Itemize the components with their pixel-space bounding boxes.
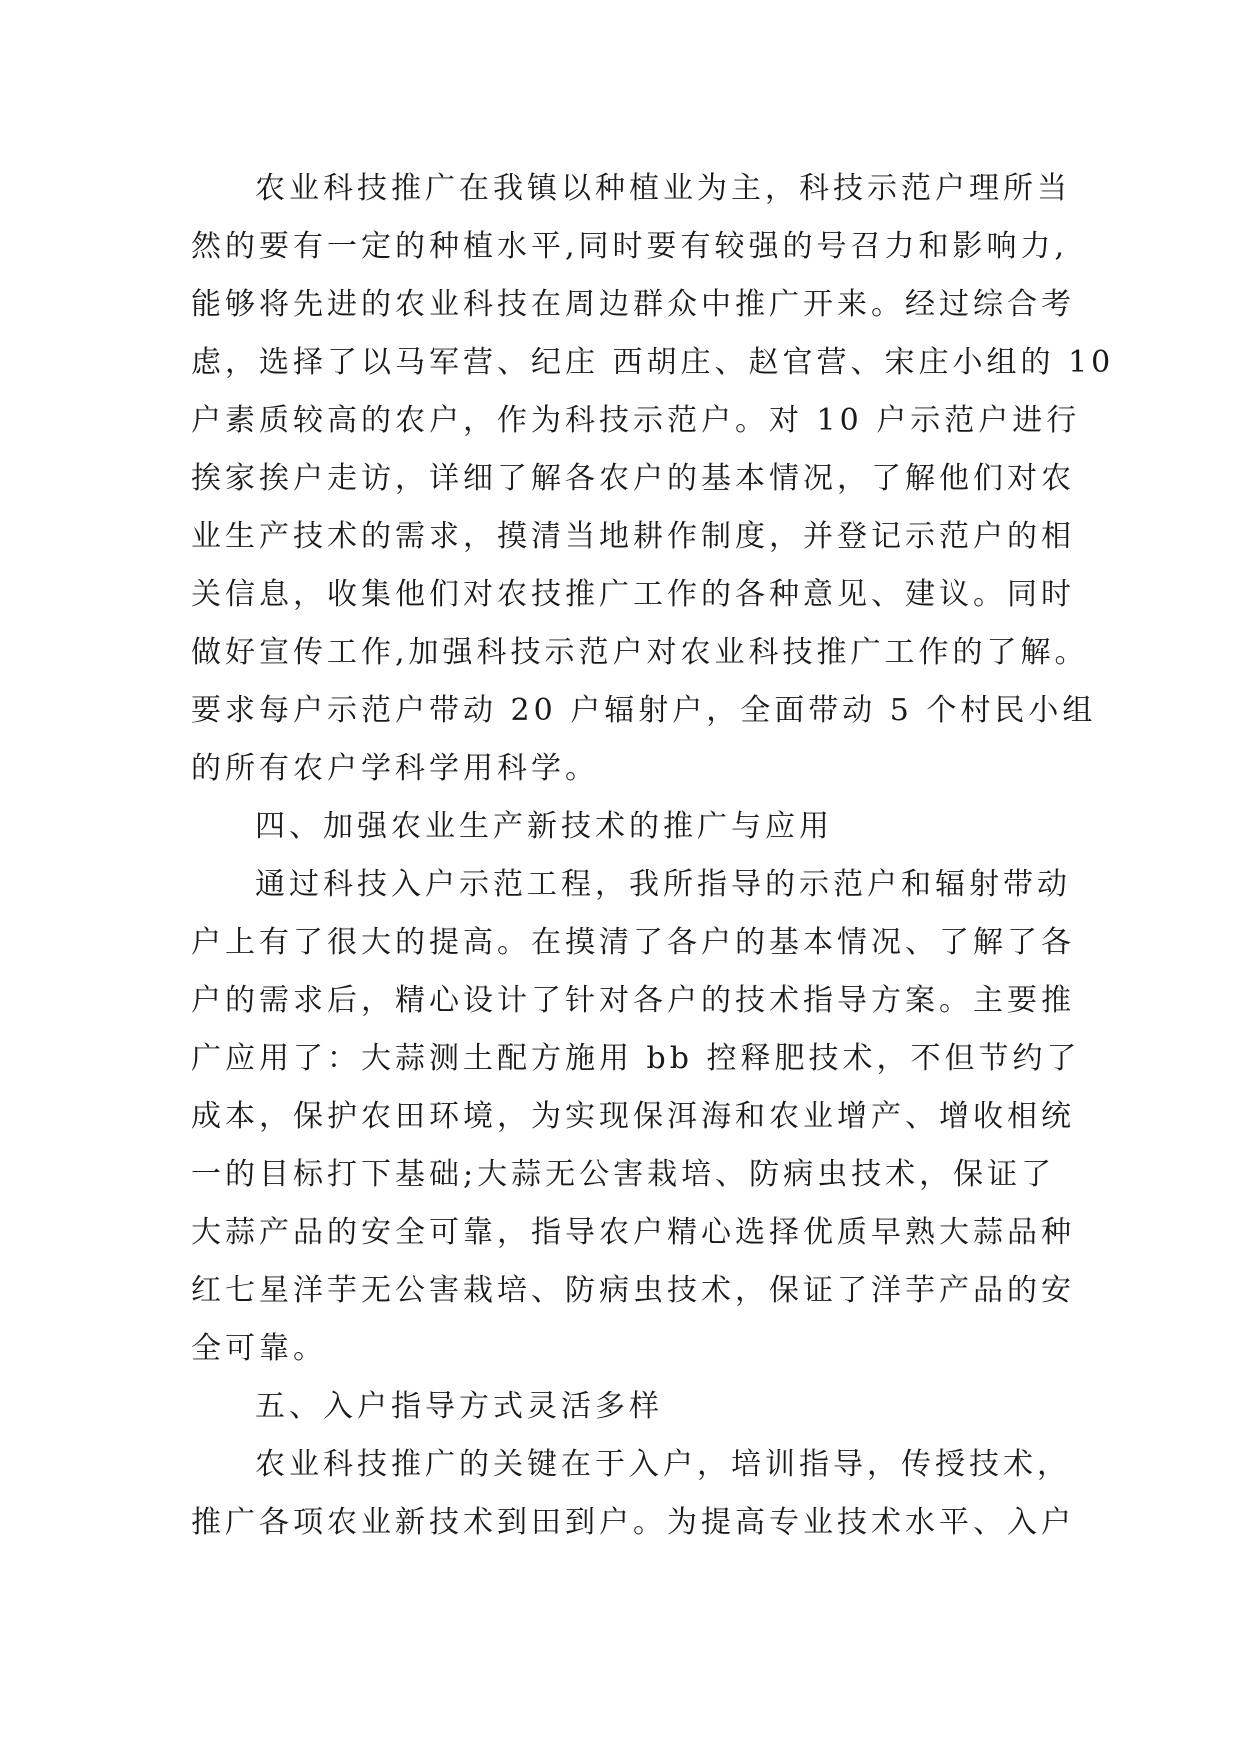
paragraph-line: 虑，选择了以马军营、纪庄 西胡庄、赵官营、宋庄小组的 10 <box>191 345 1115 380</box>
document-body <box>191 160 1115 1552</box>
paragraph-line: 能够将先进的农业科技在周边群众中推广开来。经过综合考 <box>191 287 1075 322</box>
paragraph-line: 红七星洋芋无公害栽培、防病虫技术，保证了洋芋产品的安 <box>191 1273 1075 1308</box>
paragraph-line: 广应用了：大蒜测土配方施用 bb 控释肥技术，不但节约了 <box>191 1041 1081 1076</box>
paragraph-line: 通过科技入户示范工程，我所指导的示范户和辐射带动 <box>255 867 1071 902</box>
paragraph-line: 户素质较高的农户，作为科技示范户。对 10 户示范户进行 <box>191 403 1081 438</box>
paragraph-line: 户上有了很大的提高。在摸清了各户的基本情况、了解了各 <box>191 925 1075 960</box>
paragraph-line: 一的目标打下基础;大蒜无公害栽培、防病虫技术，保证了 <box>191 1157 1056 1192</box>
paragraph-line: 做好宣传工作,加强科技示范户对农业科技推广工作的了解。 <box>191 635 1089 670</box>
paragraph-line: 的所有农户学科学用科学。 <box>191 751 599 786</box>
paragraph-line: 成本，保护农田环境，为实现保洱海和农业增产、增收相统 <box>191 1099 1075 1134</box>
paragraph-line: 农业科技推广在我镇以种植业为主，科技示范户理所当 <box>255 171 1071 206</box>
paragraph-line: 挨家挨户走访，详细了解各农户的基本情况，了解他们对农 <box>191 461 1075 496</box>
paragraph-line: 推广各项农业新技术到田到户。为提高专业技术水平、入户 <box>191 1505 1075 1540</box>
paragraph-line: 业生产技术的需求，摸清当地耕作制度，并登记示范户的相 <box>191 519 1075 554</box>
paragraph-line: 关信息，收集他们对农技推广工作的各种意见、建议。同时 <box>191 577 1075 612</box>
paragraph-line: 全可靠。 <box>191 1331 327 1366</box>
paragraph-line: 户的需求后，精心设计了针对各户的技术指导方案。主要推 <box>191 983 1075 1018</box>
paragraph-line: 大蒜产品的安全可靠，指导农户精心选择优质早熟大蒜品种 <box>191 1215 1075 1250</box>
section-heading: 五、入户指导方式灵活多样 <box>255 1389 663 1424</box>
paragraph-line: 要求每户示范户带动 20 户辐射户，全面带动 5 个村民小组 <box>191 693 1097 728</box>
paragraph-line: 农业科技推广的关键在于入户，培训指导，传授技术， <box>255 1447 1071 1482</box>
paragraph-line: 然的要有一定的种植水平,同时要有较强的号召力和影响力, <box>191 229 1069 264</box>
section-heading: 四、加强农业生产新技术的推广与应用 <box>255 809 833 844</box>
